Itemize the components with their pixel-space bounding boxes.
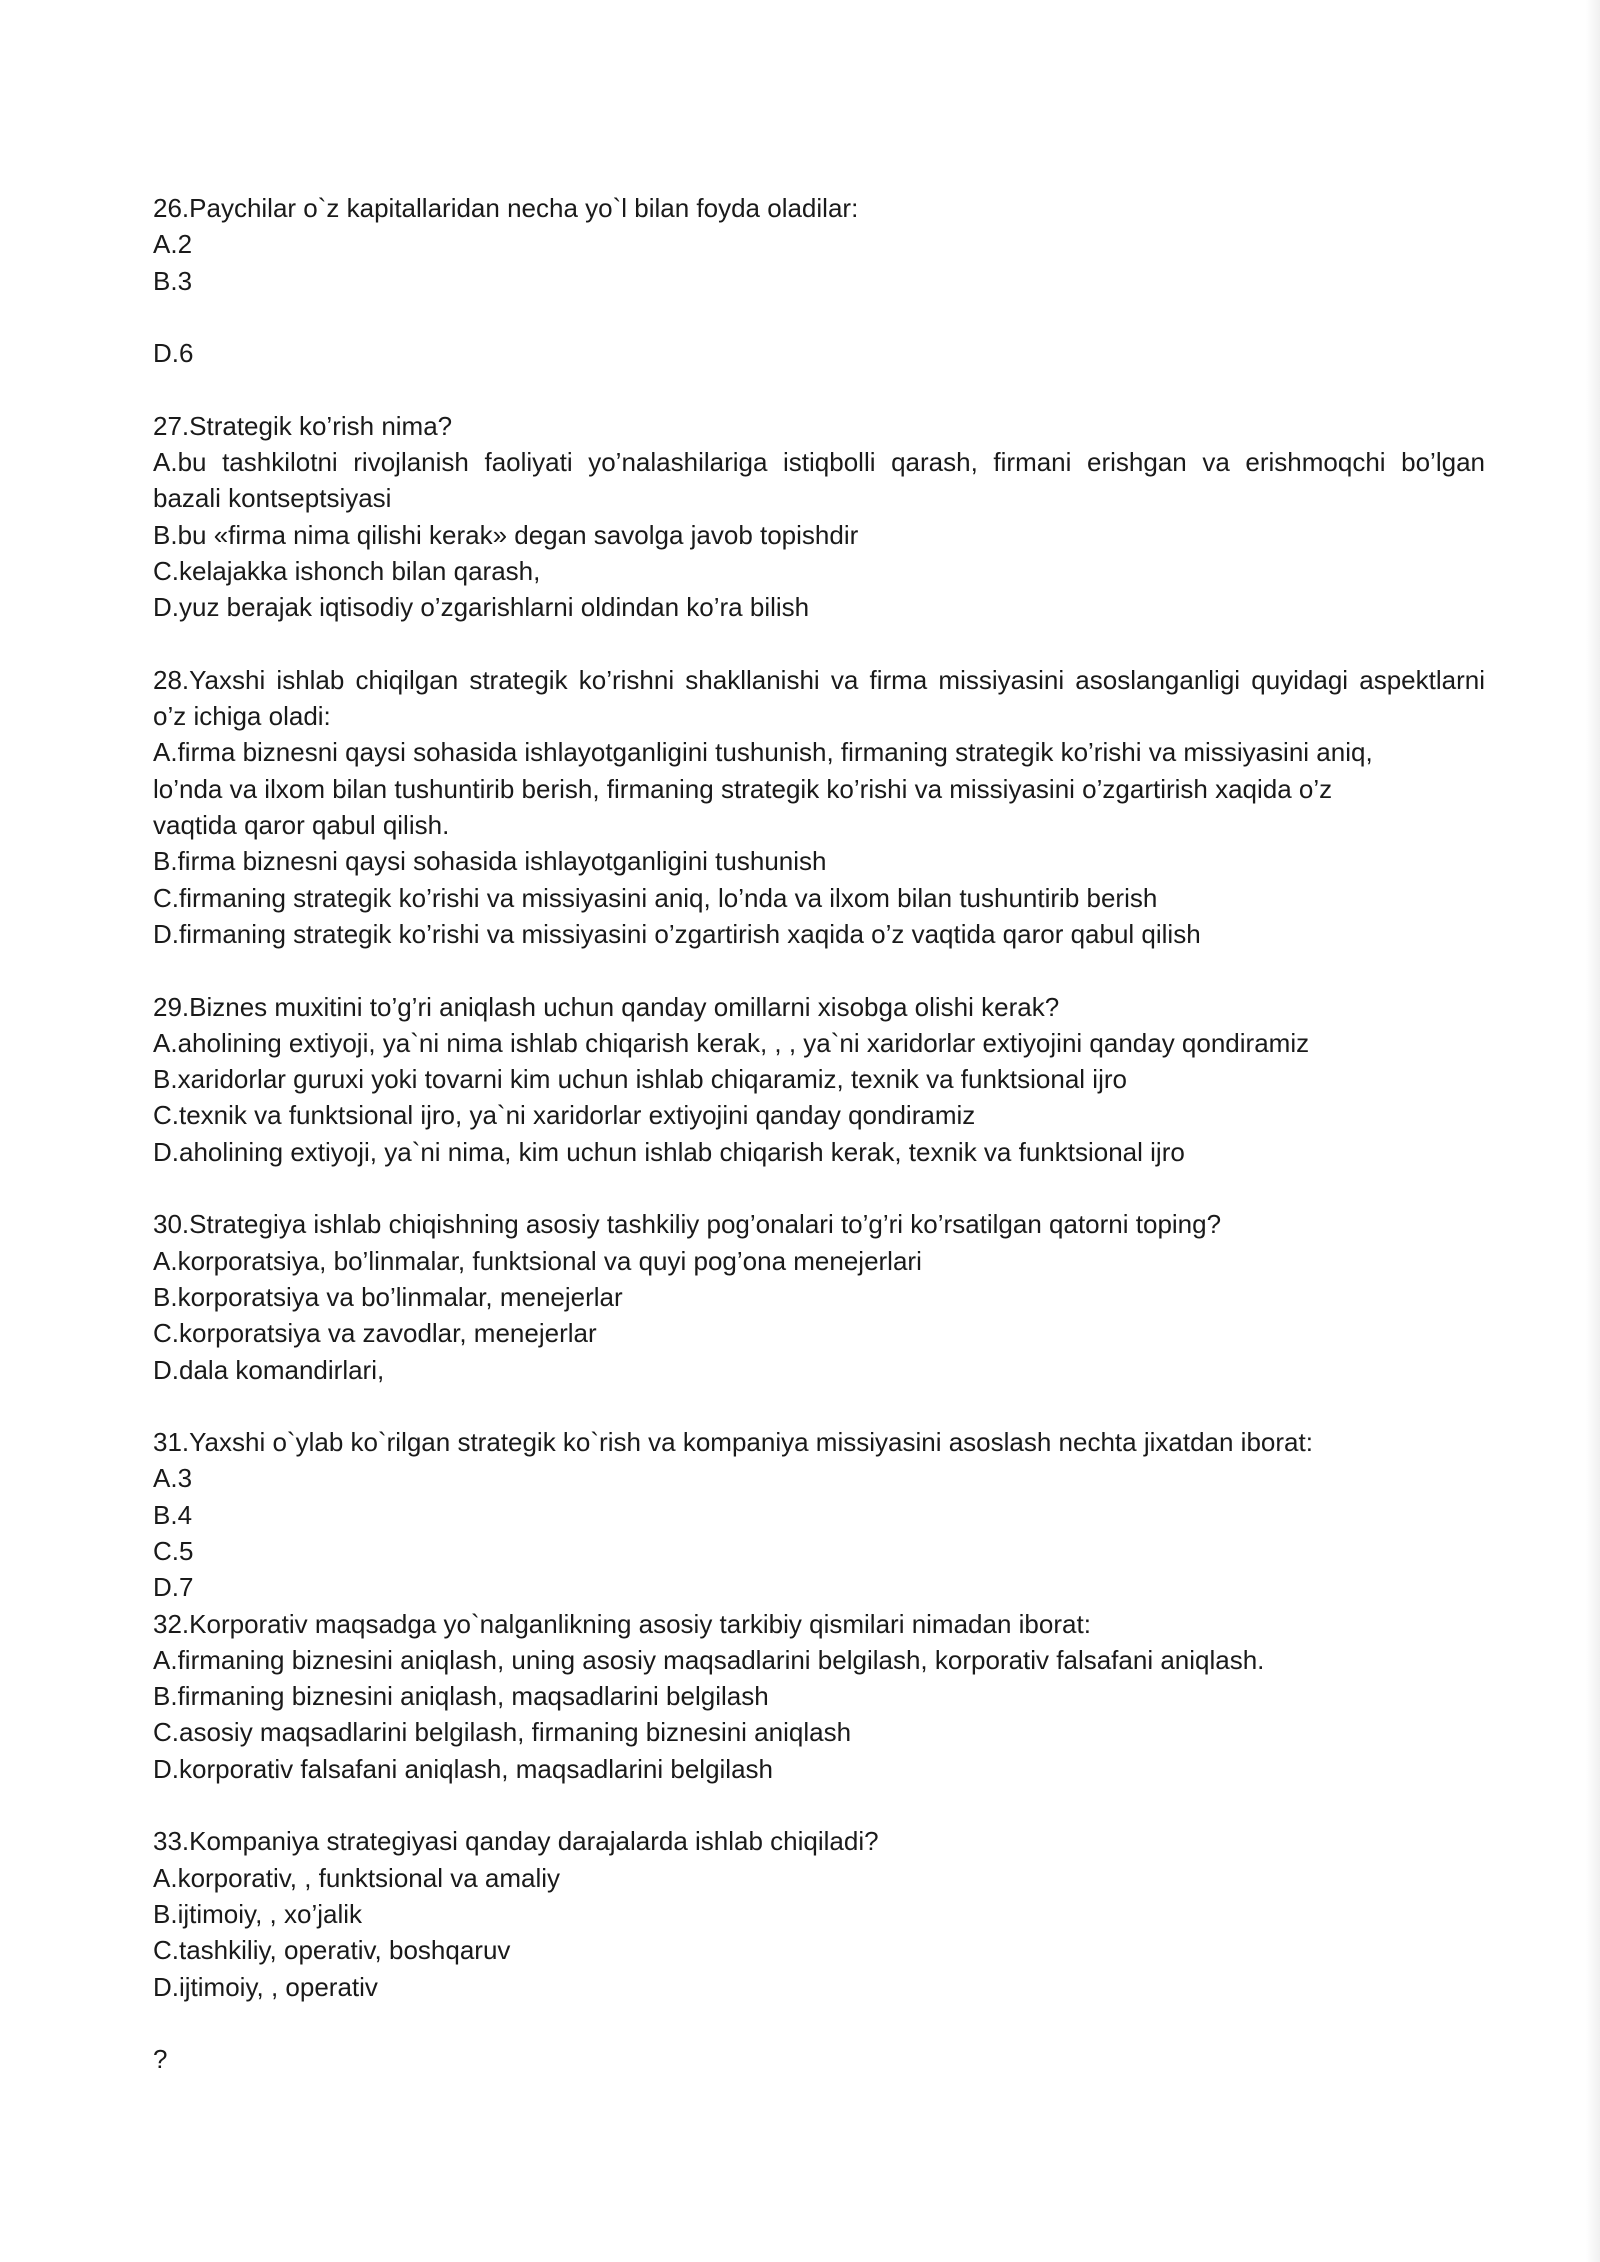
blank-line xyxy=(153,626,1485,662)
answer-option-a-line-1: A.firma biznesni qaysi sohasida ishlayotganligini tushunish, firmaning strategik ko’rishi va missiyasini aniq, xyxy=(153,737,1373,768)
answer-option-d: D.aholining extiyoji, ya`ni nima, kim uchun ishlab chiqarish kerak, texnik va funktsional ijro xyxy=(153,1136,1185,1167)
answer-option-d: D.6 xyxy=(153,338,194,369)
answer-option-a-line-2: bazali kontseptsiyasi xyxy=(153,483,392,514)
answer-option-a: A.2 xyxy=(153,229,193,260)
answer-option-c: C.korporatsiya va zavodlar, menejerlar xyxy=(153,1318,597,1349)
answer-option-b: B.firmaning biznesini aniqlash, maqsadlarini belgilash xyxy=(153,1681,769,1712)
answer-option-a: A.korporativ, , funktsional va amaliy xyxy=(153,1862,561,1893)
answer-option-c: C.5 xyxy=(153,1535,194,1566)
answer-option-a-line-2: lo’nda va ilxom bilan tushuntirib berish, firmaning strategik ko’rishi va missiyasini o’zgartirish xaqida o’z xyxy=(153,773,1333,804)
question-text: 33.Kompaniya strategiyasi qanday darajalarda ishlab chiqiladi? xyxy=(153,1826,879,1857)
answer-option-d: D.yuz berajak iqtisodiy o’zgarishlarni oldindan ko’ra bilish xyxy=(153,592,810,623)
question-27 xyxy=(153,408,1485,626)
answer-option-c: C.asosiy maqsadlarini belgilash, firmaning biznesini aniqlash xyxy=(153,1717,852,1748)
trailing-question-mark: ? xyxy=(153,2044,168,2075)
question-29 xyxy=(153,989,1485,1170)
answer-option-c: C.tashkiliy, operativ, boshqaruv xyxy=(153,1935,511,1966)
blank-line xyxy=(153,1787,1485,1823)
answer-option-b: B.xaridorlar guruxi yoki tovarni kim uchun ishlab chiqaramiz, texnik va funktsional ijro xyxy=(153,1064,1127,1095)
answer-option-a-line-1: A.bu tashkilotni rivojlanish faoliyati yo’nalashilariga istiqbolli qarash, firmani erishgan va erishmoqchi bo’lgan xyxy=(153,447,1485,478)
question-text: 30.Strategiya ishlab chiqishning asosiy tashkiliy pog’onalari to’g’ri ko’rsatilgan qatorni toping? xyxy=(153,1209,1222,1240)
answer-option-c: C.firmaning strategik ko’rishi va missiyasini aniq, lo’nda va ilxom bilan tushuntirib berish xyxy=(153,882,1158,913)
question-30 xyxy=(153,1206,1485,1387)
answer-option-a: A.korporatsiya, bo’linmalar, funktsional va quyi pog’ona menejerlari xyxy=(153,1245,922,1276)
answer-option-a: A.3 xyxy=(153,1463,193,1494)
answer-option-b: B.ijtimoiy, , xo’jalik xyxy=(153,1898,363,1929)
question-text: 26.Paychilar o`z kapitallaridan necha yo`l bilan foyda oladilar: xyxy=(153,193,859,223)
question-text: 29.Biznes muxitini to’g’ri aniqlash uchun qanday omillarni xisobga olishi kerak? xyxy=(153,991,1060,1022)
question-text: 31.Yaxshi o`ylab ko`rilgan strategik ko`rish va kompaniya missiyasini asoslash nechta jixatdan iborat: xyxy=(153,1427,1313,1458)
answer-option-a: A.firmaning biznesini aniqlash, uning asosiy maqsadlarini belgilash, korporativ falsafani aniqlash. xyxy=(153,1644,1265,1675)
answer-option-d: D.dala komandirlari, xyxy=(153,1354,385,1385)
answer-option-d: D.ijtimoiy, , operativ xyxy=(153,1971,378,2002)
answer-option-b: B.bu «firma nima qilishi kerak» degan savolga javob topishdir xyxy=(153,519,859,550)
blank-line xyxy=(153,2005,1485,2041)
document-body xyxy=(153,190,1485,2077)
question-text-line-1: 28.Yaxshi ishlab chiqilgan strategik ko’rishni shakllanishi va firma missiyasini asoslanganligi quyidagi aspektlarni xyxy=(153,664,1485,695)
question-32 xyxy=(153,1606,1485,1787)
question-text: 27.Strategik ko’rish nima? xyxy=(153,410,453,441)
answer-option-b: B.3 xyxy=(153,265,193,296)
question-text: 32.Korporativ maqsadga yo`nalganlikning asosiy tarkibiy qismilari nimadan iborat: xyxy=(153,1608,1091,1639)
blank-line xyxy=(153,952,1485,988)
question-28 xyxy=(153,662,1485,952)
answer-option-c: C.kelajakka ishonch bilan qarash, xyxy=(153,555,541,586)
question-31 xyxy=(153,1424,1485,1605)
page-edge-shadow xyxy=(1586,0,1600,2262)
question-text-line-2: o’z ichiga oladi: xyxy=(153,701,331,732)
blank-line xyxy=(153,371,1485,407)
question-26 xyxy=(153,190,1485,371)
answer-option-d: D.7 xyxy=(153,1572,194,1603)
answer-option-a: A.aholining extiyoji, ya`ni nima ishlab chiqarish kerak, , , ya`ni xaridorlar extiyojini qanday qondiramiz xyxy=(153,1027,1310,1058)
answer-option-b: B.4 xyxy=(153,1499,193,1530)
blank-line xyxy=(153,1388,1485,1424)
question-33 xyxy=(153,1823,1485,2004)
answer-option-b: B.firma biznesni qaysi sohasida ishlayotganligini tushunish xyxy=(153,846,827,877)
blank-line xyxy=(153,299,1485,335)
answer-option-b: B.korporatsiya va bo’linmalar, menejerlar xyxy=(153,1281,623,1312)
answer-option-d: D.firmaning strategik ko’rishi va missiyasini o’zgartirish xaqida o’z vaqtida qaror qabul qilish xyxy=(153,918,1201,949)
answer-option-d: D.korporativ falsafani aniqlash, maqsadlarini belgilash xyxy=(153,1753,774,1784)
answer-option-a-line-3: vaqtida qaror qabul qilish. xyxy=(153,810,450,841)
answer-option-c: C.texnik va funktsional ijro, ya`ni xaridorlar extiyojini qanday qondiramiz xyxy=(153,1100,976,1131)
blank-line xyxy=(153,1170,1485,1206)
